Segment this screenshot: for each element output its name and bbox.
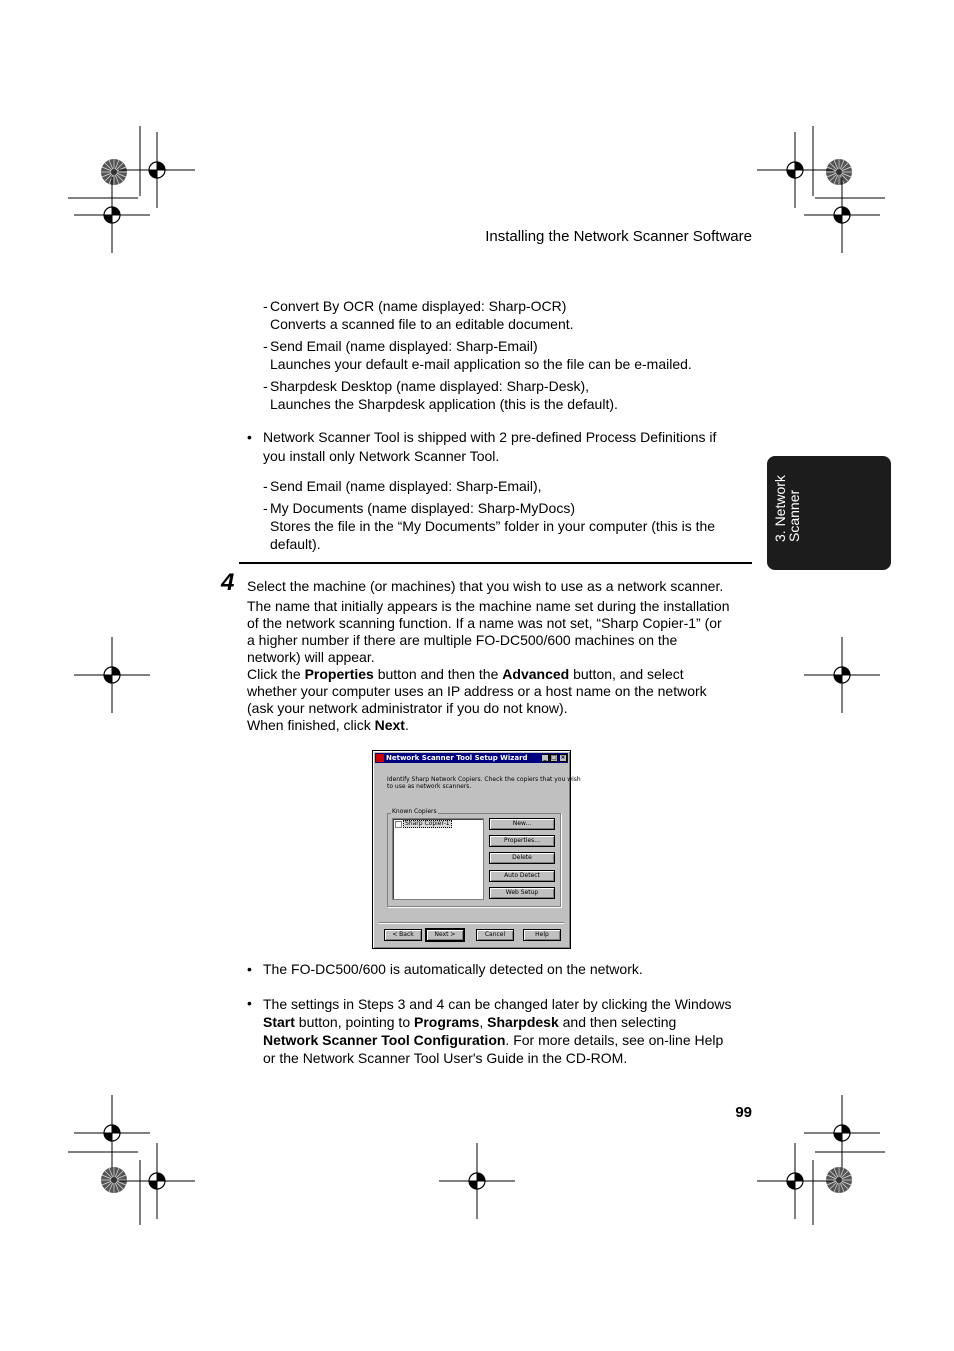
setup-wizard-dialog [372, 750, 581, 949]
step-intro: Select the machine (or machines) that you wish to use as a network scanner. [247, 578, 724, 594]
copier-list[interactable] [392, 818, 484, 900]
chapter-tab-label-line2: Scanner [786, 489, 802, 542]
dialog-separator [379, 922, 564, 924]
chapter-tab-label-line1: 3. Network [772, 475, 788, 542]
dialog-instruction-1: Identify Sharp Network Copiers. Check the copiers that you wish [387, 776, 581, 783]
known-copiers-label: Known Copiers [392, 808, 437, 815]
new-copier-button[interactable]: New... [489, 818, 555, 830]
maximize-button[interactable]: □ [551, 754, 557, 761]
back-button[interactable]: < Back [384, 929, 422, 941]
dialog-instruction-2: to use as network scanners. [387, 783, 472, 790]
close-button[interactable]: × [560, 754, 566, 761]
help-button[interactable]: Help [523, 929, 561, 941]
step-number: 4 [221, 569, 235, 596]
page-number: 99 [735, 1104, 752, 1121]
auto-detect-button[interactable]: Auto Detect [489, 870, 555, 882]
section-divider [239, 562, 752, 564]
cancel-button[interactable]: Cancel [476, 929, 514, 941]
app-icon [376, 754, 384, 762]
properties-button[interactable]: Properties... [489, 835, 555, 847]
copier-list-item[interactable]: Sharp Copier-1 [394, 820, 448, 827]
running-header: Installing the Network Scanner Software [485, 228, 752, 245]
chapter-tab [767, 456, 891, 570]
step-body: The name that initially appears is the machine name set during the installation of the network scanning function. If a name was not set, “Sharp Copier-1” (or a higher number if there are multiple FO-DC500/600 machines on the network) will appear. Click the Properties button and then the Advanced button, and select whether your computer uses an IP address or a host name on the network (ask your network administrator if you do not know). When finished, click Next. [247, 598, 730, 733]
delete-button[interactable]: Delete [489, 852, 555, 864]
copier-checkbox[interactable] [395, 821, 402, 828]
click-instruction: Click the Properties button and then the Advanced button, and select [247, 666, 684, 682]
next-button[interactable]: Next > [426, 929, 464, 941]
finish-instruction: When finished, click Next. [247, 717, 409, 733]
minimize-button[interactable]: _ [541, 754, 549, 762]
web-setup-button[interactable]: Web Setup [489, 887, 555, 899]
dialog-title: Network Scanner Tool Setup Wizard [386, 754, 528, 762]
dialog-titlebar [375, 753, 568, 763]
